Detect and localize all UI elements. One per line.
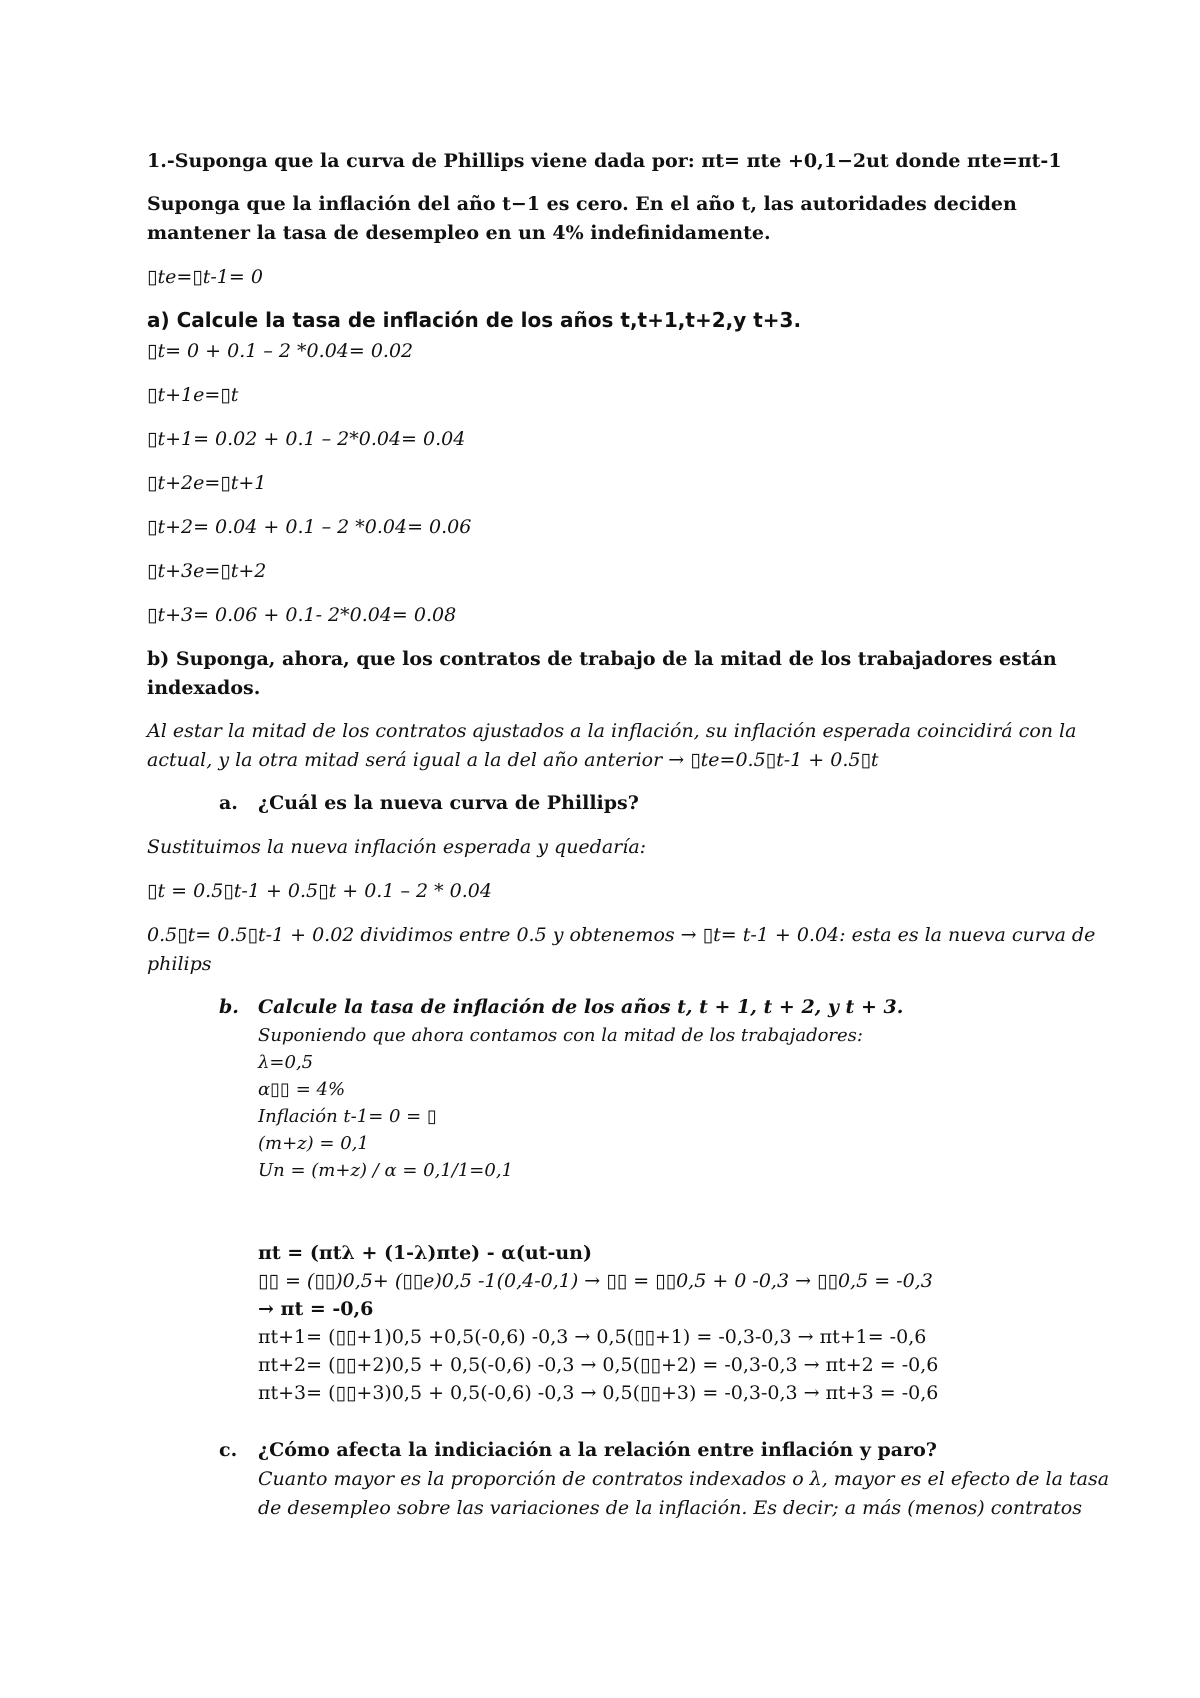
sub-b-calc: πt+2= (▯▯+2)0,5 + 0,5(-0,6) -0,3 → 0,5(▯▯+2) = -0,3-0,3 → πt+2 = -0,6 <box>258 1354 939 1376</box>
part-a-step: ▯t+1e=▯t <box>147 384 239 406</box>
part-b-explanation-line1: Al estar la mitad de los contratos ajustados a la inflación, su inflación esperada coincidirá con la <box>147 720 1077 742</box>
part-a-step: ▯t+3e=▯t+2 <box>147 560 267 582</box>
sub-b-given: Inflación t-1= 0 = ▯ <box>258 1106 437 1127</box>
sub-c-question: ¿Cómo afecta la indiciación a la relación entre inflación y paro? <box>258 1439 937 1461</box>
part-b-heading-line1: b) Suponga, ahora, que los contratos de trabajo de la mitad de los trabajadores están <box>147 648 1057 670</box>
sub-b-calc: πt+3= (▯▯+3)0,5 + 0,5(-0,6) -0,3 → 0,5(▯▯+3) = -0,3-0,3 → πt+3 = -0,6 <box>258 1382 939 1404</box>
sub-b-given: α▯▯ = 4% <box>258 1079 346 1100</box>
sub-b-given: Un = (m+z) / α = 0,1/1=0,1 <box>258 1160 514 1181</box>
sub-a-question: ¿Cuál es la nueva curva de Phillips? <box>258 792 639 814</box>
sub-c-marker: c. <box>219 1439 238 1461</box>
part-a-step: ▯t+2= 0.04 + 0.1 – 2 *0.04= 0.06 <box>147 516 472 538</box>
sub-a-line: philips <box>147 953 212 975</box>
sub-b-calc: ▯▯ = (▯▯)0,5+ (▯▯e)0,5 -1(0,4-0,1) → ▯▯ = ▯▯0,5 + 0 -0,3 → ▯▯0,5 = -0,3 <box>258 1270 933 1292</box>
sub-c-answer-line2: de desempleo sobre las variaciones de la inflación. Es decir; a más (menos) contratos <box>258 1497 1082 1519</box>
problem-intro: 1.-Suponga que la curva de Phillips viene dada por: πt= πte +0,1−2ut donde πte=πt-1 <box>147 150 1062 172</box>
part-a-step: ▯t+3= 0.06 + 0.1- 2*0.04= 0.08 <box>147 604 457 626</box>
part-b-heading-line2: indexados. <box>147 677 261 699</box>
part-a-step: ▯t+2e=▯t+1 <box>147 472 267 494</box>
problem-assumption-line1: Suponga que la inflación del año t−1 es cero. En el año t, las autoridades deciden <box>147 193 1017 215</box>
part-a-heading: a) Calcule la tasa de inflación de los años t,t+1,t+2,y t+3. <box>147 308 802 332</box>
expectation-formula: ▯te=▯t-1= 0 <box>147 266 263 288</box>
sub-b-calc: πt+1= (▯▯+1)0,5 +0,5(-0,6) -0,3 → 0,5(▯▯+1) = -0,3-0,3 → πt+1= -0,6 <box>258 1326 927 1348</box>
sub-b-formula: πt = (πtλ + (1-λ)πte) - α(ut-un) <box>258 1242 592 1264</box>
sub-a-line: Sustituimos la nueva inflación esperada y quedaría: <box>147 836 647 858</box>
part-a-step: ▯t= 0 + 0.1 – 2 *0.04= 0.02 <box>147 340 414 362</box>
sub-b-given: Suponiendo que ahora contamos con la mitad de los trabajadores: <box>258 1025 863 1046</box>
part-a-step: ▯t+1= 0.02 + 0.1 – 2*0.04= 0.04 <box>147 428 466 450</box>
sub-b-calc: → πt = -0,6 <box>258 1298 374 1320</box>
problem-assumption-line2: mantener la tasa de desempleo en un 4% indefinidamente. <box>147 222 771 244</box>
sub-b-given: λ=0,5 <box>258 1052 314 1073</box>
part-b-explanation-line2: actual, y la otra mitad será igual a la del año anterior → ▯te=0.5▯t-1 + 0.5▯t <box>147 749 879 771</box>
sub-a-line: 0.5▯t= 0.5▯t-1 + 0.02 dividimos entre 0.5 y obtenemos → ▯t= t-1 + 0.04: esta es la nueva curva de <box>147 924 1096 946</box>
sub-b-marker: b. <box>219 996 239 1018</box>
sub-b-given: (m+z) = 0,1 <box>258 1133 369 1154</box>
sub-a-line: ▯t = 0.5▯t-1 + 0.5▯t + 0.1 – 2 * 0.04 <box>147 880 492 902</box>
sub-c-answer-line1: Cuanto mayor es la proporción de contratos indexados o λ, mayor es el efecto de la tasa <box>258 1468 1110 1490</box>
sub-b-question: Calcule la tasa de inflación de los años t, t + 1, t + 2, y t + 3. <box>258 996 904 1018</box>
sub-a-marker: a. <box>219 792 238 814</box>
